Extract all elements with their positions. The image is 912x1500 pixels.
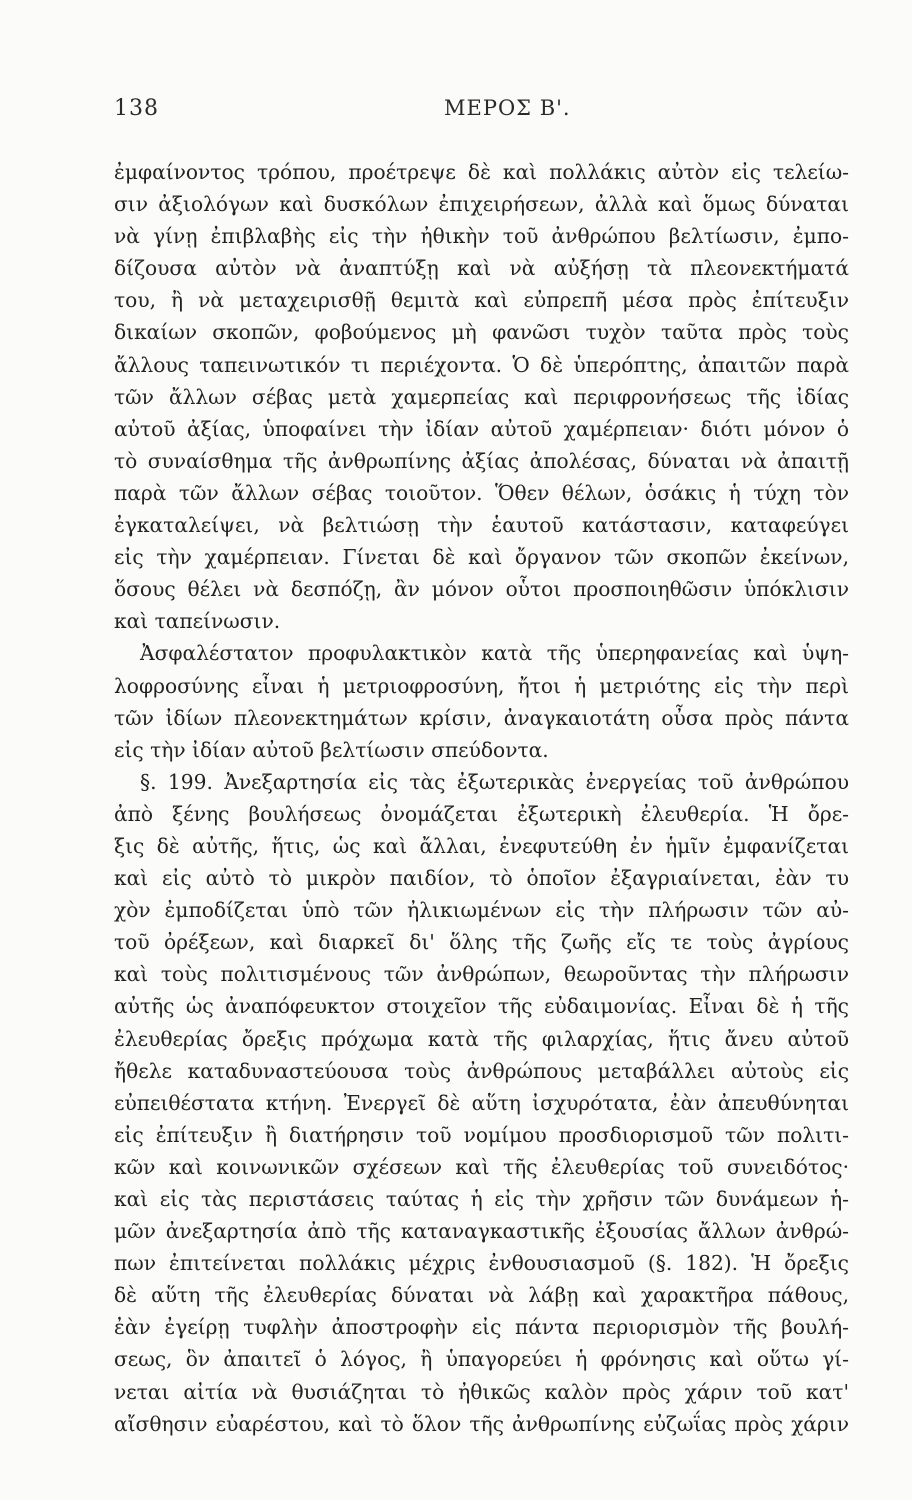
text-line: τῶν ἄλλων σέβας μετὰ χαμερπείας καὶ περιφρονήσεως τῆς ἰδίας [114,384,849,409]
text-line: εἰς τὴν ἰδίαν αὐτοῦ βελτίωσιν σπεύδοντα. [114,737,549,762]
text-line: καὶ εἰς τὰς περιστάσεις ταύτας ἡ εἰς τὴν χρῆσιν τῶν δυνάμεων ἡ- [114,1187,849,1211]
text-line: κῶν καὶ κοινωνικῶν σχέσεων καὶ τῆς ἐλευθερίας τοῦ συνειδότος· [114,1154,849,1179]
text-line: λοφροσύνης εἶναι ἡ μετριοφροσύνη, ἤτοι ἡ μετριότης εἰς τὴν περὶ [114,673,849,698]
text-line: ὅσους θέλει νὰ δεσπόζῃ, ἂν μόνον οὗτοι προσποιηθῶσιν ὑπόκλισιν [114,577,849,602]
text-line: ἐγκαταλείψει, νὰ βελτιώσῃ τὴν ἑαυτοῦ κατάστασιν, καταφεύγει [114,513,849,538]
text-line: αὐτοῦ ἀξίας, ὑποφαίνει τὴν ἰδίαν αὐτοῦ χαμέρπειαν· διότι μόνον ὁ [114,416,849,441]
text-line: πων ἐπιτείνεται πολλάκις μέχρις ἐνθουσιασμοῦ (§. 182). Ἡ ὄρεξις [114,1251,849,1276]
text-line: σεως, ὃν ἀπαιτεῖ ὁ λόγος, ἢ ὑπαγορεύει ἡ φρόνησις καὶ οὕτω γί- [114,1347,849,1372]
text-line: δὲ αὕτη τῆς ἐλευθερίας δύναται νὰ λάβῃ καὶ χαρακτῆρα πάθους, [114,1283,849,1308]
text-line: καὶ τοὺς πολιτισμένους τῶν ἀνθρώπων, θεωροῦντας τὴν πλήρωσιν [114,962,849,987]
text-line: νὰ γίνῃ ἐπιβλαβὴς εἰς τὴν ἠθικὴν τοῦ ἀνθρώπου βελτίωσιν, ἐμπο- [114,224,849,249]
text-line: ἐμφαίνοντος τρόπου, προέτρεψε δὲ καὶ πολλάκις αὐτὸν εἰς τελείω- [114,160,849,184]
text-line: ἐλευθερίας ὄρεξις πρόχωμα κατὰ τῆς φιλαρχίας, ἥτις ἄνευ αὐτοῦ [114,1026,849,1051]
text-line: ξις δὲ αὐτῆς, ἥτις, ὡς καὶ ἄλλαι, ἐνεφυτεύθη ἐν ἡμῖν ἐμφανίζεται [114,833,849,858]
text-line: §. 199. Ἀνεξαρτησία εἰς τὰς ἐξωτερικὰς ἐνεργείας τοῦ ἀνθρώπου [140,769,849,794]
text-line: ἀπὸ ξένης βουλήσεως ὀνομάζεται ἐξωτερικὴ ἐλευθερία. Ἡ ὄρε- [114,801,849,826]
text-line: ἤθελε καταδυναστεύουσα τοὺς ἀνθρώπους μεταβάλλει αὐτοὺς εἰς [114,1058,849,1083]
text-line: αὐτῆς ὡς ἀναπόφευκτον στοιχεῖον τῆς εὐδαιμονίας. Εἶναι δὲ ἡ τῆς [114,994,849,1019]
text-line: ἐὰν ἐγείρῃ τυφλὴν ἀποστροφὴν εἰς πάντα περιορισμὸν τῆς βουλή- [114,1315,849,1340]
text-line: αἴσθησιν εὐαρέστου, καὶ τὸ ὅλον τῆς ἀνθρωπίνης εὐζωΐας πρὸς χάριν [114,1411,849,1436]
text-line: μῶν ἀνεξαρτησία ἀπὸ τῆς καταναγκαστικῆς ἐξουσίας ἄλλων ἀνθρώ- [114,1219,849,1244]
text-line: καὶ ταπείνωσιν. [114,609,281,634]
body-text [114,156,849,1440]
text-line: του, ἢ νὰ μεταχειρισθῇ θεμιτὰ καὶ εὐπρεπῆ μέσα πρὸς ἐπίτευξιν [114,288,849,313]
text-line: εἰς ἐπίτευξιν ἢ διατήρησιν τοῦ νομίμου προσδιορισμοῦ τῶν πολιτι- [114,1122,849,1147]
page-header [114,96,849,136]
running-head: ΜΕΡΟΣ Β'. [444,96,571,120]
text-line: εὐπειθέστατα κτήνη. Ἐνεργεῖ δὲ αὕτη ἰσχυρότατα, ἐὰν ἀπευθύνηται [114,1090,849,1115]
text-line: δίζουσα αὐτὸν νὰ ἀναπτύξῃ καὶ νὰ αὐξήσῃ τὰ πλεονεκτήματά [114,256,849,281]
text-line: καὶ εἰς αὐτὸ τὸ μικρὸν παιδίον, τὸ ὁποῖον ἐξαγριαίνεται, ἐὰν τυ [114,866,849,891]
text-line: χὸν ἐμποδίζεται ὑπὸ τῶν ἠλικιωμένων εἰς τὴν πλήρωσιν τῶν αὐ- [114,898,849,923]
text-line: σιν ἀξιολόγων καὶ δυσκόλων ἐπιχειρήσεων, ἀλλὰ καὶ ὅμως δύναται [114,192,849,217]
page-number: 138 [114,96,159,121]
text-line: παρὰ τῶν ἄλλων σέβας τοιοῦτον. Ὅθεν θέλων, ὁσάκις ἡ τύχη τὸν [114,480,849,505]
text-line: τοῦ ὀρέξεων, καὶ διαρκεῖ δι' ὅλης τῆς ζωῆς εἴς τε τοὺς ἀγρίους [114,930,849,955]
text-line: εἰς τὴν χαμέρπειαν. Γίνεται δὲ καὶ ὄργανον τῶν σκοπῶν ἐκείνων, [114,545,849,570]
text-line: ἄλλους ταπεινωτικόν τι περιέχοντα. Ὁ δὲ ὑπερόπτης, ἀπαιτῶν παρὰ [114,352,849,377]
text-line: τῶν ἰδίων πλεονεκτημάτων κρίσιν, ἀναγκαιοτάτη οὖσα πρὸς πάντα [114,705,849,730]
text-line: δικαίων σκοπῶν, φοβούμενος μὴ φανῶσι τυχὸν ταῦτα πρὸς τοὺς [114,320,849,345]
text-line: Ἀσφαλέστατον προφυλακτικὸν κατὰ τῆς ὑπερηφανείας καὶ ὑψη- [140,641,849,666]
text-line: τὸ συναίσθημα τῆς ἀνθρωπίνης ἀξίας ἀπολέσας, δύναται νὰ ἀπαιτῇ [114,448,849,473]
text-line: νεται αἰτία νὰ θυσιάζηται τὸ ἠθικῶς καλὸν πρὸς χάριν τοῦ κατ' [114,1379,849,1404]
